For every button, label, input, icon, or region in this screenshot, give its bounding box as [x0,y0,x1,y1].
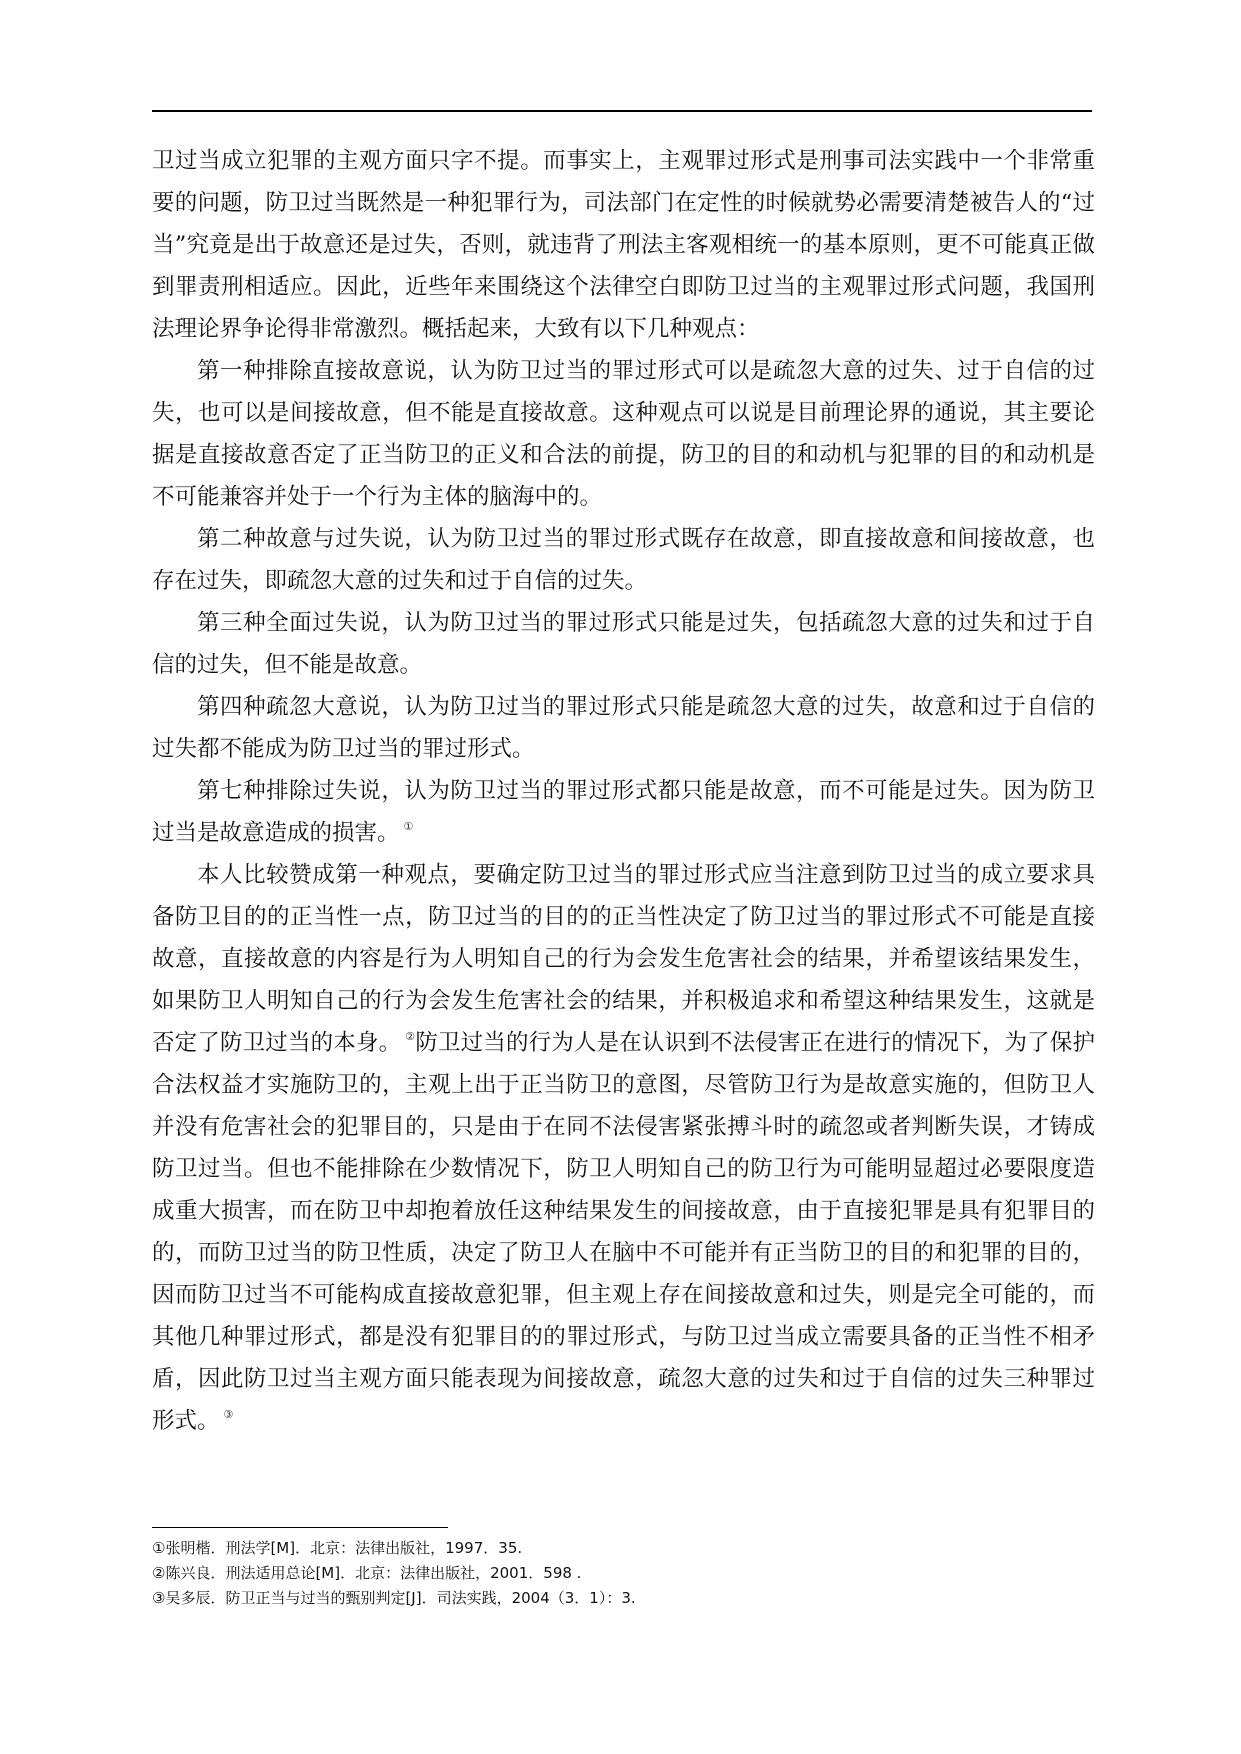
paragraph-4: 第三种全面过失说，认为防卫过当的罪过形式只能是过失，包括疏忽大意的过失和过于自信的过失，但不能是故意。 [152,610,1095,678]
footnotes [152,1536,1092,1611]
footnote-rule [152,1527,448,1528]
paragraph-3: 第二种故意与过失说，认为防卫过当的罪过形式既存在故意，即直接故意和间接故意，也存在过失，即疏忽大意的过失和过于自信的过失。 [152,526,1095,594]
footnote-mark-1: ① [403,820,414,833]
footnote-mark-3: ③ [223,1408,234,1421]
footnote-3: ③吴多辰．防卫正当与过当的甄别判定[J]．司法实践，2004（3．1）：3. [152,1589,636,1607]
paragraph-1: 卫过当成立犯罪的主观方面只字不提。而事实上，主观罪过形式是刑事司法实践中一个非常重要的问题，防卫过当既然是一种犯罪行为，司法部门在定性的时候就势必需要清楚被告人的“过当”究竟是出于故意还是过失，否则，就违背了刑法主客观相统一的基本原则，更不可能真正做到罪责刑相适应。因此，近些年来围绕这个法律空白即防卫过当的主观罪过形式问题，我国刑法理论界争论得非常激烈。概括起来，大致有以下几种观点： [152,148,1095,342]
footnote-1: ①张明楷．刑法学[M]．北京：法律出版社，1997．35. [152,1539,523,1557]
paragraph-6: 第七种排除过失说，认为防卫过当的罪过形式都只能是故意，而不可能是过失。因为防卫过当是故意造成的损害。 ① [152,778,1095,846]
paragraph-7: 本人比较赞成第一种观点，要确定防卫过当的罪过形式应当注意到防卫过当的成立要求具备防卫目的的正当性一点，防卫过当的目的的正当性决定了防卫过当的罪过形式不可能是直接故意，直接故意的内容是行为人明知自己的行为会发生危害社会的结果，并希望该结果发生，如果防卫人明知自己的行为会发生危害社会的结果，并积极追求和希望这种结果发生，这就是否定了防卫过当的本身。 ②防卫过当的行为人是在认识到不法侵害正在进行的情况下，为了保护合法权益才实施防卫的，主观上出于正当防卫的意图，尽管防卫行为是故意实施的，但防卫人并没有危害社会的犯罪目的，只是由于在同不法侵害紧张搏斗时的疏忽或者判断失误，才铸成防卫过当。但也不能排除在少数情况下，防卫人明知自己的防卫行为可能明显超过必要限度造成重大损害，而在防卫中却抱着放任这种结果发生的间接故意，由于直接犯罪是具有犯罪目的的，而防卫过当的防卫性质，决定了防卫人在脑中不可能并有正当防卫的目的和犯罪的目的，因而防卫过当不可能构成直接故意犯罪，但主观上存在间接故意和过失，则是完全可能的，而其他几种罪过形式，都是没有犯罪目的的罪过形式，与防卫过当成立需要具备的正当性不相矛盾，因此防卫过当主观方面只能表现为间接故意，疏忽大意的过失和过于自信的过失三种罪过形式。 ③ [152,862,1095,1434]
footnote-2: ②陈兴良．刑法适用总论[M]．北京：法律出版社，2001．598 . [152,1564,582,1582]
header-rule [152,110,1092,112]
footnote-mark-2: ② [405,1030,416,1043]
paragraph-2: 第一种排除直接故意说，认为防卫过当的罪过形式可以是疏忽大意的过失、过于自信的过失，也可以是间接故意，但不能是直接故意。这种观点可以说是目前理论界的通说，其主要论据是直接故意否定了正当防卫的正义和合法的前提，防卫的目的和动机与犯罪的目的和动机是不可能兼容并处于一个行为主体的脑海中的。 [152,358,1095,510]
paragraph-5: 第四种疏忽大意说，认为防卫过当的罪过形式只能是疏忽大意的过失，故意和过于自信的过失都不能成为防卫过当的罪过形式。 [152,694,1095,762]
body-text [152,140,1095,1442]
